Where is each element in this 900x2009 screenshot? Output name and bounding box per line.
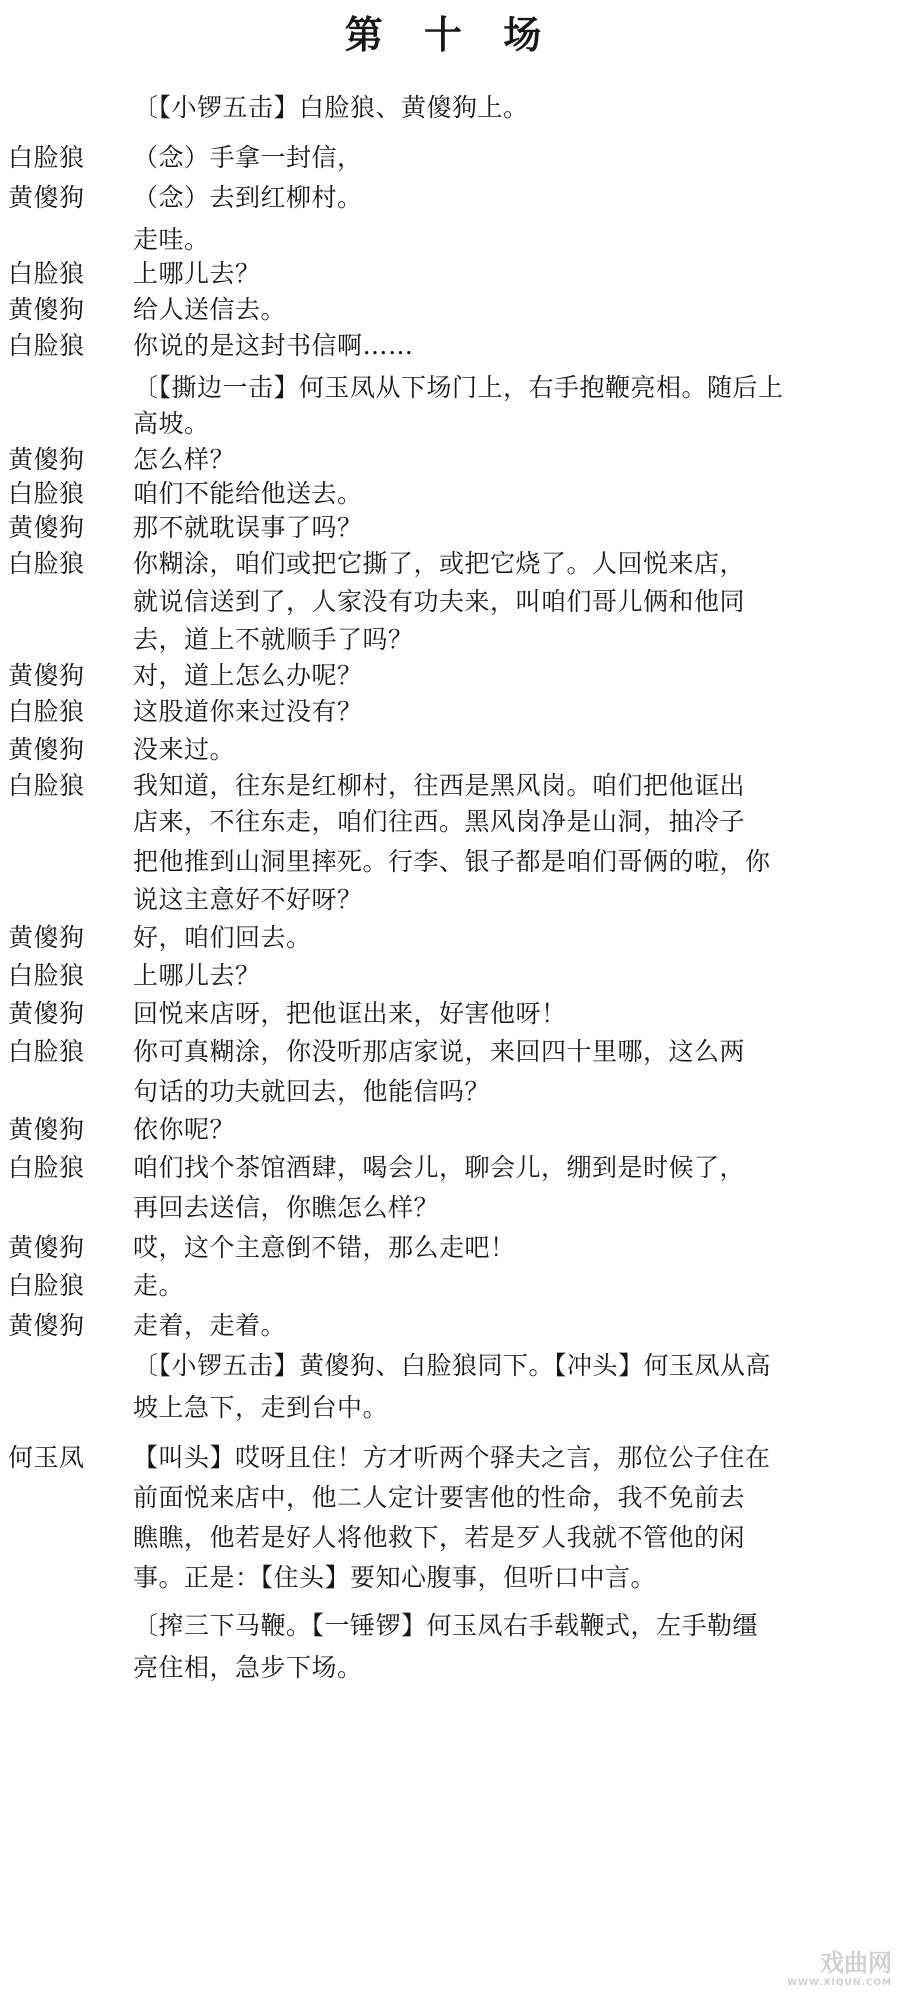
- dialogue-text: 对，道上怎么办呢？: [133, 661, 363, 690]
- dialogue-text: 这股道你来过没有？: [133, 697, 363, 726]
- speaker-label: 白脸狼: [8, 479, 85, 508]
- dialogue-text: 回悦来店呀，把他诓出来，好害他呀！: [133, 999, 567, 1028]
- dialogue-text: （念）手拿一封信，: [133, 143, 363, 172]
- dialogue-text: 说这主意好不好呀？: [133, 885, 363, 914]
- speaker-label: 黄傻狗: [8, 1311, 85, 1340]
- dialogue-text: 上哪儿去？: [133, 961, 261, 990]
- stage-direction: 〔【小锣五击】黄傻狗、白脸狼同下。【冲头】何玉凤从高: [133, 1351, 772, 1380]
- speaker-label: 黄傻狗: [8, 661, 85, 690]
- dialogue-text: 你可真糊涂，你没听那店家说，来回四十里哪，这么两: [133, 1037, 746, 1066]
- dialogue-text: 咱们找个茶馆酒肆，喝会儿，聊会儿，绷到是时候了，: [133, 1153, 746, 1182]
- dialogue-text: 你说的是这封书信啊……: [133, 331, 414, 360]
- dialogue-text: 怎么样？: [133, 445, 236, 474]
- dialogue-text: 就说信送到了，人家没有功夫来，叫咱们哥儿俩和他同: [133, 587, 746, 616]
- speaker-label: 白脸狼: [8, 771, 85, 800]
- speaker-label: 白脸狼: [8, 259, 85, 288]
- dialogue-text: 【叫头】哎呀且住！方才听两个驿夫之言，那位公子住在: [133, 1443, 771, 1472]
- dialogue-text: 走。: [133, 1271, 185, 1300]
- dialogue-text: 依你呢？: [133, 1115, 236, 1144]
- speaker-label: 白脸狼: [8, 549, 85, 578]
- watermark-text: 戏曲网: [820, 1949, 892, 1977]
- speaker-label: 黄傻狗: [8, 513, 85, 542]
- dialogue-text: 走哇。: [133, 225, 210, 254]
- dialogue-text: 上哪儿去？: [133, 259, 261, 288]
- watermark-sub: WWW.XIQUN.COM: [787, 1978, 892, 1988]
- dialogue-text: 走着，走着。: [133, 1311, 287, 1340]
- dialogue-text: 事。正是：【住头】要知心腹事，但听口中言。: [133, 1563, 657, 1592]
- dialogue-text: 我知道，往东是红柳村，往西是黑风岗。咱们把他诓出: [133, 771, 746, 800]
- speaker-label: 白脸狼: [8, 143, 85, 172]
- speaker-label: 黄傻狗: [8, 445, 85, 474]
- dialogue-text: 你糊涂，咱们或把它撕了，或把它烧了。人回悦来店，: [133, 549, 746, 578]
- dialogue-text: 没来过。: [133, 735, 236, 764]
- dialogue-text: 好，咱们回去。: [133, 923, 312, 952]
- dialogue-text: 店来，不往东走，咱们往西。黑风岗净是山洞，抽冷子: [133, 807, 746, 836]
- speaker-label: 何玉凤: [8, 1443, 85, 1472]
- speaker-label: 白脸狼: [8, 331, 85, 360]
- dialogue-text: 把他推到山洞里摔死。行李、银子都是咱们哥俩的啦，你: [133, 847, 771, 876]
- stage-direction: 高坡。: [133, 409, 210, 438]
- speaker-label: 白脸狼: [8, 697, 85, 726]
- dialogue-text: （念）去到红柳村。: [133, 183, 363, 212]
- speaker-label: 黄傻狗: [8, 999, 85, 1028]
- stage-direction: 〔搾三下马鞭。【一锤锣】何玉凤右手载鞭式，左手勒缰: [133, 1611, 759, 1640]
- speaker-label: 白脸狼: [8, 1153, 85, 1182]
- dialogue-text: 去，道上不就顺手了吗？: [133, 625, 414, 654]
- scene-title: 第 十 场: [344, 12, 556, 57]
- speaker-label: 黄傻狗: [8, 183, 85, 212]
- speaker-label: 黄傻狗: [8, 1115, 85, 1144]
- stage-direction: 〔【撕边一击】何玉凤从下场门上，右手抱鞭亮相。随后上: [133, 373, 784, 402]
- speaker-label: 黄傻狗: [8, 923, 85, 952]
- speaker-label: 白脸狼: [8, 1037, 85, 1066]
- speaker-label: 白脸狼: [8, 1271, 85, 1300]
- stage-direction: 〔【小锣五击】白脸狼、黄傻狗上。: [133, 93, 529, 122]
- dialogue-text: 咱们不能给他送去。: [133, 479, 363, 508]
- dialogue-text: 再回去送信，你瞧怎么样？: [133, 1193, 440, 1222]
- dialogue-text: 那不就耽误事了吗？: [133, 513, 363, 542]
- watermark: [742, 1943, 892, 1989]
- speaker-label: 黄傻狗: [8, 735, 85, 764]
- dialogue-text: 前面悦来店中，他二人定计要害他的性命，我不免前去: [133, 1483, 746, 1512]
- speaker-label: 白脸狼: [8, 961, 85, 990]
- speaker-label: 黄傻狗: [8, 1233, 85, 1262]
- dialogue-text: 瞧瞧，他若是好人将他救下，若是歹人我就不管他的闲: [133, 1523, 746, 1552]
- dialogue-text: 给人送信去。: [133, 295, 287, 324]
- dialogue-text: 句话的功夫就回去，他能信吗？: [133, 1077, 491, 1106]
- dialogue-text: 哎，这个主意倒不错，那么走吧！: [133, 1233, 516, 1262]
- stage-direction: 亮住相，急步下场。: [133, 1653, 363, 1682]
- stage-direction: 坡上急下，走到台中。: [133, 1393, 389, 1422]
- speaker-label: 黄傻狗: [8, 295, 85, 324]
